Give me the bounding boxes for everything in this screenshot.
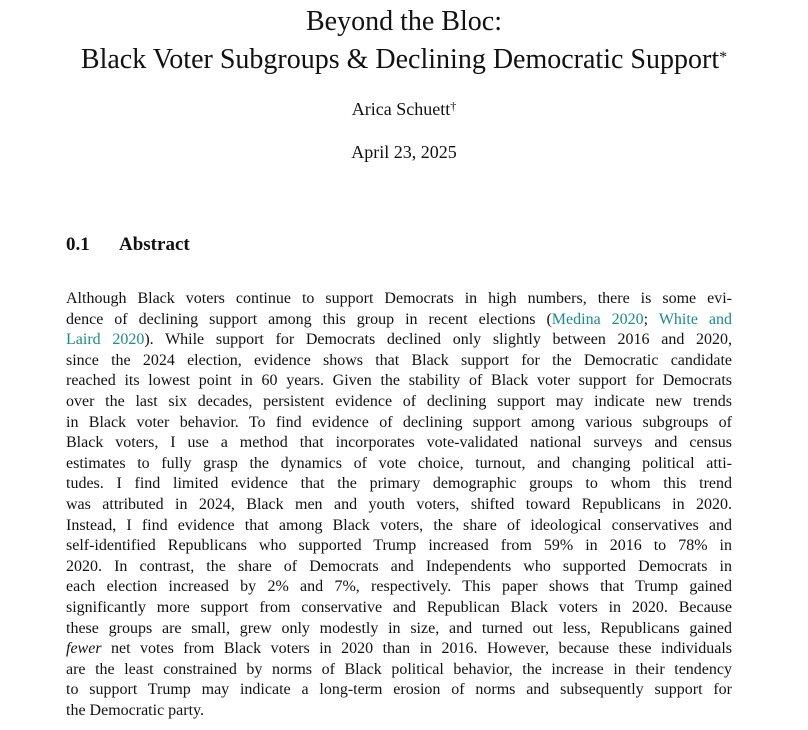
abstract-line: was attributed in 2024, Black men and youth voters, shifted toward Republicans in 2020. bbox=[66, 495, 732, 513]
abstract-line: each election increased by 2% and 7%, respectively. This paper shows that Trump gained bbox=[66, 578, 732, 596]
abstract-line: to support Trump may indicate a long-term erosion of norms and subsequently support for bbox=[66, 681, 732, 699]
abstract-line: 2020. In contrast, the share of Democrats and Independents who supported Democrats in bbox=[66, 557, 732, 575]
abstract-line: are the least constrained by norms of Black political behavior, the increase in their tendency bbox=[66, 660, 732, 678]
abstract-line bbox=[66, 310, 732, 331]
section-title: Abstract bbox=[119, 234, 190, 255]
abstract-text: ). While support for Democrats declined only slightly between 2016 and 2020, bbox=[144, 331, 732, 349]
abstract-text: net votes from Black voters in 2020 than in 2016. However, because these individuals bbox=[101, 640, 732, 658]
paper-title-line-1 bbox=[0, 4, 808, 40]
abstract-line: self-identified Republicans who supported Trump increased from 59% in 2016 to 78% in bbox=[66, 537, 732, 555]
section-number: 0.1 bbox=[66, 234, 90, 255]
publication-date: April 23, 2025 bbox=[351, 142, 457, 162]
abstract-line: these groups are small, grew only modestly in size, and turned out less, Republicans gained bbox=[66, 619, 732, 637]
citation-link-white-laird[interactable]: White and bbox=[658, 310, 733, 328]
title-footnote-mark[interactable]: * bbox=[719, 49, 728, 66]
abstract-text: dence of declining support among this group in recent elections ( bbox=[66, 310, 552, 328]
abstract-line: since the 2024 election, evidence shows that Black support for the Democratic candidate bbox=[66, 351, 732, 369]
citation-link-medina[interactable]: Medina 2020 bbox=[551, 310, 644, 328]
abstract-text: ; bbox=[643, 310, 659, 328]
abstract-line: significantly more support from conservative and Republican Black voters in 2020. Because bbox=[66, 598, 732, 616]
author-line bbox=[0, 97, 808, 121]
section-heading bbox=[66, 232, 190, 258]
citation-link-white-laird-cont[interactable]: Laird 2020 bbox=[66, 331, 145, 349]
abstract-line bbox=[66, 330, 732, 351]
abstract-line: over the last six decades, persistent evidence of declining support may indicate new trends bbox=[66, 392, 732, 410]
abstract-line bbox=[66, 639, 732, 660]
abstract-line: estimates to fully grasp the dynamics of vote choice, turnout, and changing political atti- bbox=[66, 454, 732, 472]
abstract-line: tudes. I find limited evidence that the primary demographic groups to whom this trend bbox=[66, 475, 732, 493]
title-text-1: Beyond the Bloc: bbox=[306, 6, 502, 37]
abstract-line: the Democratic party. bbox=[66, 701, 205, 719]
title-text-2: Black Voter Subgroups & Declining Democratic Support bbox=[80, 44, 720, 75]
abstract-line: Black voters, I use a method that incorporates vote-validated national surveys and census bbox=[66, 434, 732, 452]
abstract-line: in Black voter behavior. To find evidence of declining support among various subgroups of bbox=[66, 413, 732, 431]
author-footnote-mark[interactable]: † bbox=[450, 99, 457, 113]
paper-title-line-2 bbox=[0, 42, 808, 78]
abstract-body bbox=[66, 289, 732, 721]
abstract-line: Instead, I find evidence that among Black voters, the share of ideological conservatives and bbox=[66, 516, 732, 534]
abstract-line: Although Black voters continue to support Democrats in high numbers, there is some evi- bbox=[66, 290, 732, 307]
abstract-emphasis: fewer bbox=[66, 640, 102, 658]
abstract-line: reached its lowest point in 60 years. Given the stability of Black voter support for Democrats bbox=[66, 372, 732, 390]
author-name: Arica Schuett bbox=[351, 99, 451, 119]
